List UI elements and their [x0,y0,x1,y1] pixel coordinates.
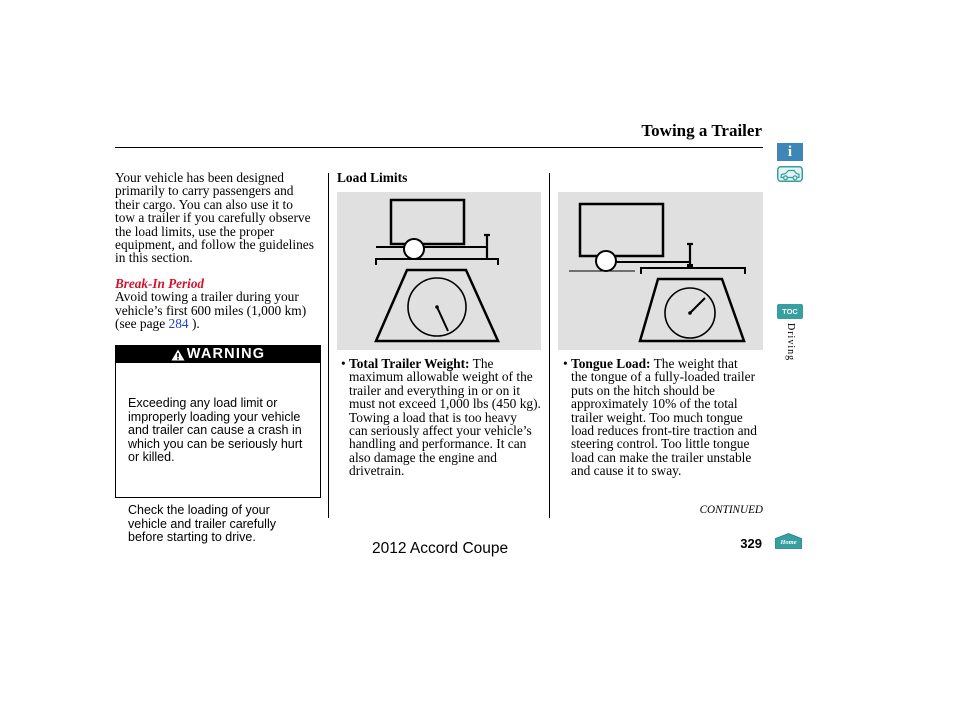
info-icon[interactable] [777,143,803,161]
car-wheel [793,176,797,180]
break-in-heading: Break-In Period [115,276,205,291]
toc-icon[interactable] [777,304,803,319]
warning-paragraph: Exceeding any load limit or improperly loading your vehicle and trailer can cause a crash in which you can be seriously hurt or killed. [128,396,303,464]
warning-exclamation-bar [177,353,179,357]
warning-label: WARNING [186,346,266,362]
home-icon[interactable] [775,533,802,549]
gauge-pivot [435,305,439,309]
warning-exclamation-dot [177,358,179,360]
trailer-body [391,200,464,244]
trailer-wheel [596,251,616,271]
gauge-pivot [688,311,692,315]
scale-platform [641,268,745,274]
warning-box [115,345,321,544]
trailer-body [580,204,663,256]
gauge-needle [437,307,448,331]
column-divider-right [549,173,550,518]
tongue-load-illustration [558,192,763,350]
trailer-wheel [404,239,424,259]
info-glyph: i [787,144,793,160]
trailer-tongue-on-scale-drawing [558,192,763,350]
warning-body [116,363,320,572]
bullet-total-trailer-weight [341,356,541,479]
bullet-term: Total Trailer Weight: [349,356,470,371]
column-divider-left [328,173,329,518]
home-label: Home [780,539,797,546]
page-number: 329 [740,536,762,551]
continued-label: CONTINUED [699,504,763,516]
scale-platform [376,259,498,265]
bullet-text: The maximum allowable weight of the trailer and everything in or on it must not exceed 1,000 lbs (450 kg). Towing a load that is too heavy can seriously affect your vehicle’s handling and performance. It can also damage the engine and drivetrain. [349,356,541,479]
bullet-point: • [341,356,346,371]
car-wheel [784,176,788,180]
section-label: Driving [785,323,796,362]
vehicle-icon-graphic [777,166,803,182]
break-in-text-end: ). [188,316,200,332]
break-in-section [115,277,306,331]
warning-header [116,346,320,363]
title-rule [115,147,763,148]
warning-paragraph: Check the loading of your vehicle and trailer carefully before starting to drive. [128,503,276,544]
intro-paragraph: Your vehicle has been designed primarily to carry passengers and their cargo. You can also use it to tow a trailer if you carefully observe the load limits, use the proper equipment, and follow the guidelines in this section. [115,170,314,266]
break-in-text: Avoid towing a trailer during your vehicle’s first 600 miles (1,000 km) (see page [115,289,307,332]
vehicle-icon[interactable] [777,166,803,182]
trailer-on-scale-drawing [337,192,541,350]
bullet-tongue-load [563,356,757,479]
page-link-284[interactable]: 284 [168,316,189,332]
toc-label: TOC [782,307,798,316]
load-limits-heading: Load Limits [337,170,408,185]
page-title: Towing a Trailer [641,121,762,140]
warning-triangle-icon [171,349,185,361]
total-weight-illustration [337,192,541,350]
bullet-text: The weight that the tongue of a fully-loaded trailer puts on the hitch should be approximately 10% of the total trailer weight. Too much tongue load reduces front-tire traction and steering control. Too little tongue load can make the trailer unstable and cause it to sway. [571,356,757,479]
bullet-term: Tongue Load: [571,356,651,371]
gauge-needle [690,298,705,313]
bullet-point: • [563,356,568,371]
model-name: 2012 Accord Coupe [372,540,509,557]
